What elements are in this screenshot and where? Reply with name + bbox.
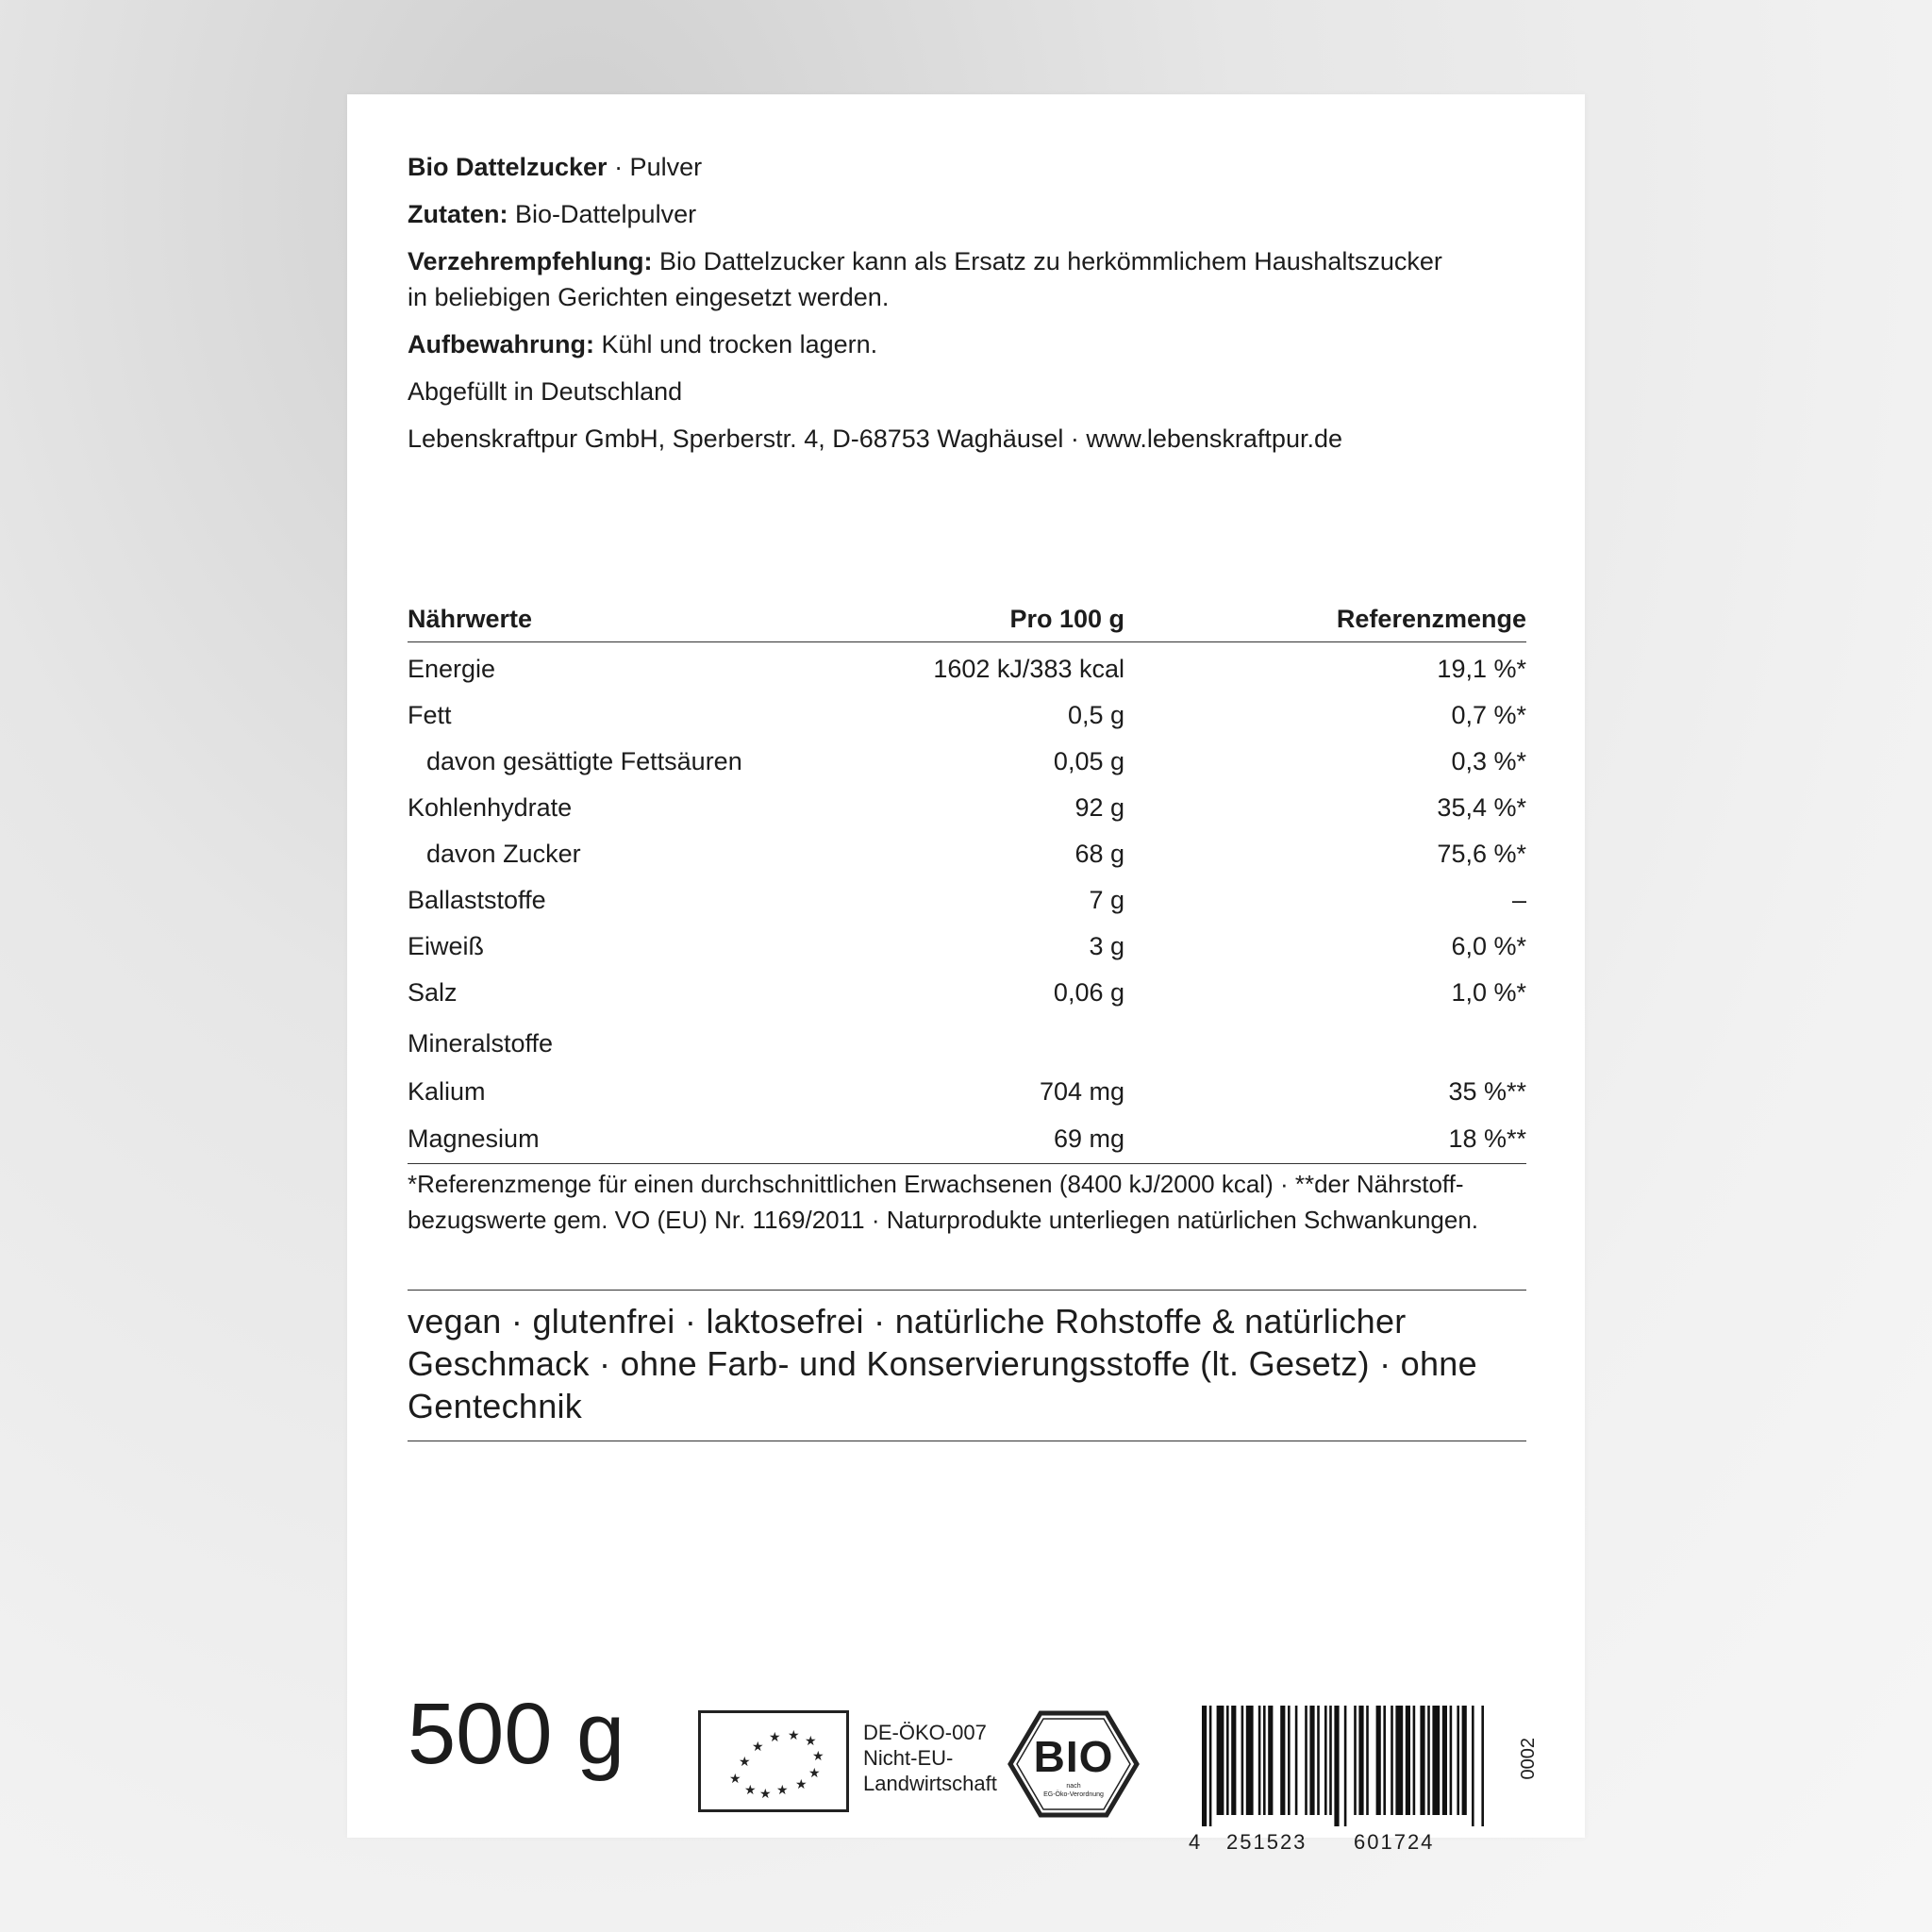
table-row [408, 924, 1526, 970]
nutrition-table [408, 596, 1526, 1164]
barcode-bar [1309, 1706, 1314, 1815]
nutrient-reference: 1,0 %* [1451, 978, 1526, 1007]
nutrient-per100: 3 g [1089, 932, 1124, 960]
table-row [408, 1067, 1526, 1116]
nutrient-reference: 19,1 %* [1437, 655, 1526, 683]
svg-text:★: ★ [808, 1766, 821, 1781]
svg-text:★: ★ [729, 1772, 741, 1787]
svg-text:★: ★ [776, 1783, 789, 1798]
svg-text:★: ★ [752, 1740, 764, 1755]
ingredients-line [408, 196, 696, 232]
nutrient-name: davon Zucker [426, 840, 581, 868]
barcode-bar [1329, 1706, 1332, 1815]
nutrient-per100: 92 g [1074, 793, 1124, 822]
usage-line [408, 243, 1445, 315]
barcode-bar [1217, 1706, 1224, 1815]
product-title-line [408, 149, 702, 185]
svg-text:★: ★ [795, 1777, 808, 1792]
nutrient-name: Mineralstoffe [408, 1029, 554, 1058]
barcode-bar [1295, 1706, 1298, 1815]
net-weight: 500 g [408, 1686, 625, 1782]
usage-label: Verzehrempfehlung: [408, 247, 653, 275]
product-name: Bio Dattelzucker [408, 153, 608, 181]
nutrient-per100: 0,5 g [1067, 701, 1124, 729]
barcode-bar [1226, 1706, 1229, 1815]
svg-text:★: ★ [769, 1730, 781, 1745]
barcode-bar [1413, 1706, 1416, 1815]
svg-text:★: ★ [744, 1783, 757, 1798]
barcode-bar [1481, 1706, 1484, 1826]
table-row [408, 970, 1526, 1016]
barcode-bar [1268, 1706, 1273, 1815]
svg-text:★: ★ [812, 1749, 824, 1764]
nutrient-per100: 7 g [1089, 886, 1124, 914]
nutrition-footnote: *Referenzmenge für einen durchschnittlichen Erwachsenen (8400 kJ/2000 kcal) · **der Nährstoff-bezugswerte gem. VO (EU) Nr. 1169/2011 · Naturprodukte unterliegen natürlichen Schwankungen. [408, 1170, 1479, 1234]
barcode-bar [1383, 1706, 1386, 1815]
bio-logo-small1: nach [1066, 1783, 1081, 1790]
ean-barcode [1189, 1706, 1500, 1826]
barcode-bar [1231, 1706, 1236, 1815]
nutrient-reference: 35 %** [1448, 1077, 1526, 1106]
barcode-group2: 601724 [1354, 1830, 1435, 1854]
eco-control-text [863, 1720, 997, 1796]
usage-text: Bio Dattelzucker kann als Ersatz zu herkömmlichem Haushaltszucker in beliebigen Gerichten eingesetzt werden. [408, 247, 1442, 311]
nutrient-name: Magnesium [408, 1124, 540, 1153]
nutrient-reference: 0,3 %* [1451, 747, 1526, 775]
storage-line [408, 326, 877, 362]
eco-line3: Landwirtschaft [863, 1772, 997, 1795]
barcode-bar [1263, 1706, 1266, 1815]
storage-label: Aufbewahrung: [408, 330, 594, 358]
barcode-bar [1258, 1706, 1261, 1815]
barcode-bar [1317, 1706, 1320, 1815]
barcode-side-number: 0002 [1518, 1738, 1539, 1780]
barcode-bar [1344, 1706, 1347, 1826]
barcode-bar [1280, 1706, 1285, 1815]
nutrient-per100: 0,06 g [1053, 978, 1124, 1007]
nutrient-name: Energie [408, 655, 496, 683]
barcode-bar [1432, 1706, 1440, 1815]
svg-text:★: ★ [759, 1787, 772, 1802]
barcode-bar [1305, 1706, 1307, 1815]
nutrient-name: Ballaststoffe [408, 886, 546, 914]
barcode-bar [1376, 1706, 1381, 1815]
barcode-bar [1246, 1706, 1254, 1815]
barcode-bar [1406, 1706, 1410, 1815]
header-reference: Referenzmenge [1336, 605, 1526, 633]
nutrient-name: Eiweiß [408, 932, 485, 960]
nutrient-reference: 75,6 %* [1437, 840, 1526, 868]
svg-text:★: ★ [805, 1734, 817, 1749]
barcode-bar [1427, 1706, 1430, 1815]
svg-text:★: ★ [739, 1755, 751, 1770]
company-text: Lebenskraftpur GmbH, Sperberstr. 4, D-68753 Waghäusel · www.lebenskraftpur.de [408, 425, 1342, 453]
table-row [408, 785, 1526, 831]
barcode-group1: 251523 [1226, 1830, 1307, 1854]
barcode-bar [1450, 1706, 1453, 1815]
nutrient-per100: 1602 kJ/383 kcal [933, 655, 1124, 683]
barcode-bar [1354, 1706, 1357, 1815]
nutrient-reference: 6,0 %* [1451, 932, 1526, 960]
barcode-bar [1241, 1706, 1244, 1815]
eco-line2: Nicht-EU- [863, 1746, 954, 1770]
table-row [408, 692, 1526, 739]
product-form: · Pulver [607, 153, 703, 181]
nutrient-reference: – [1511, 886, 1526, 914]
table-row [408, 1016, 1526, 1067]
origin-text: Abgefüllt in Deutschland [408, 377, 683, 406]
eco-code: DE-ÖKO-007 [863, 1721, 987, 1744]
nutrient-per100: 69 mg [1053, 1124, 1124, 1153]
bio-logo-small2: EG-Öko-Verordnung [1043, 1791, 1104, 1798]
barcode-bar [1457, 1706, 1459, 1815]
nutrient-per100: 0,05 g [1053, 747, 1124, 775]
nutrient-name: davon gesättigte Fettsäuren [426, 747, 742, 775]
eu-leaf-stars-icon [701, 1713, 846, 1809]
table-row [408, 739, 1526, 785]
barcode-bar [1202, 1706, 1207, 1826]
table-row [408, 831, 1526, 877]
nutrient-per100: 68 g [1074, 840, 1124, 868]
storage-text: Kühl und trocken lagern. [593, 330, 878, 358]
eu-organic-logo [698, 1710, 849, 1812]
nutrient-reference: 35,4 %* [1437, 793, 1526, 822]
nutrient-name: Salz [408, 978, 458, 1007]
barcode-bar [1472, 1706, 1474, 1826]
barcode-bar [1334, 1706, 1339, 1826]
barcode-bar [1366, 1706, 1369, 1815]
barcode-bar [1358, 1706, 1363, 1815]
bio-seal-logo [1008, 1710, 1140, 1818]
ingredients-label: Zutaten: [408, 200, 508, 228]
nutrient-name: Kalium [408, 1077, 486, 1106]
barcode-bar [1420, 1706, 1424, 1815]
nutrition-header-row [408, 596, 1526, 642]
barcode-bar [1442, 1706, 1447, 1815]
table-row [408, 1116, 1526, 1164]
barcode-bar [1391, 1706, 1393, 1815]
svg-text:★: ★ [788, 1728, 800, 1743]
table-row [408, 646, 1526, 692]
barcode-bar [1395, 1706, 1403, 1815]
header-nutrient: Nährwerte [408, 605, 533, 633]
nutrient-name: Fett [408, 701, 452, 729]
nutrient-reference: 18 %** [1448, 1124, 1526, 1153]
product-claims: vegan · glutenfrei · laktosefrei · natürliche Rohstoffe & natürlicher Geschmack · ohne Farb- und Konservierungsstoffe (lt. Gesetz) · ohne Gentechnik [408, 1290, 1526, 1441]
barcode-bar [1324, 1706, 1327, 1815]
nutrient-name: Kohlenhydrate [408, 793, 573, 822]
table-row [408, 877, 1526, 924]
barcode-bar [1209, 1706, 1212, 1826]
barcode-bar [1288, 1706, 1291, 1815]
barcode-bar [1462, 1706, 1467, 1815]
barcode-first-digit: 4 [1189, 1830, 1201, 1854]
product-label [347, 94, 1585, 1854]
nutrient-reference: 0,7 %* [1451, 701, 1526, 729]
bio-logo-text: BIO [1033, 1732, 1114, 1781]
nutrient-per100: 704 mg [1039, 1077, 1124, 1106]
header-per100: Pro 100 g [1009, 605, 1124, 633]
ingredients-text: Bio-Dattelpulver [508, 200, 697, 228]
